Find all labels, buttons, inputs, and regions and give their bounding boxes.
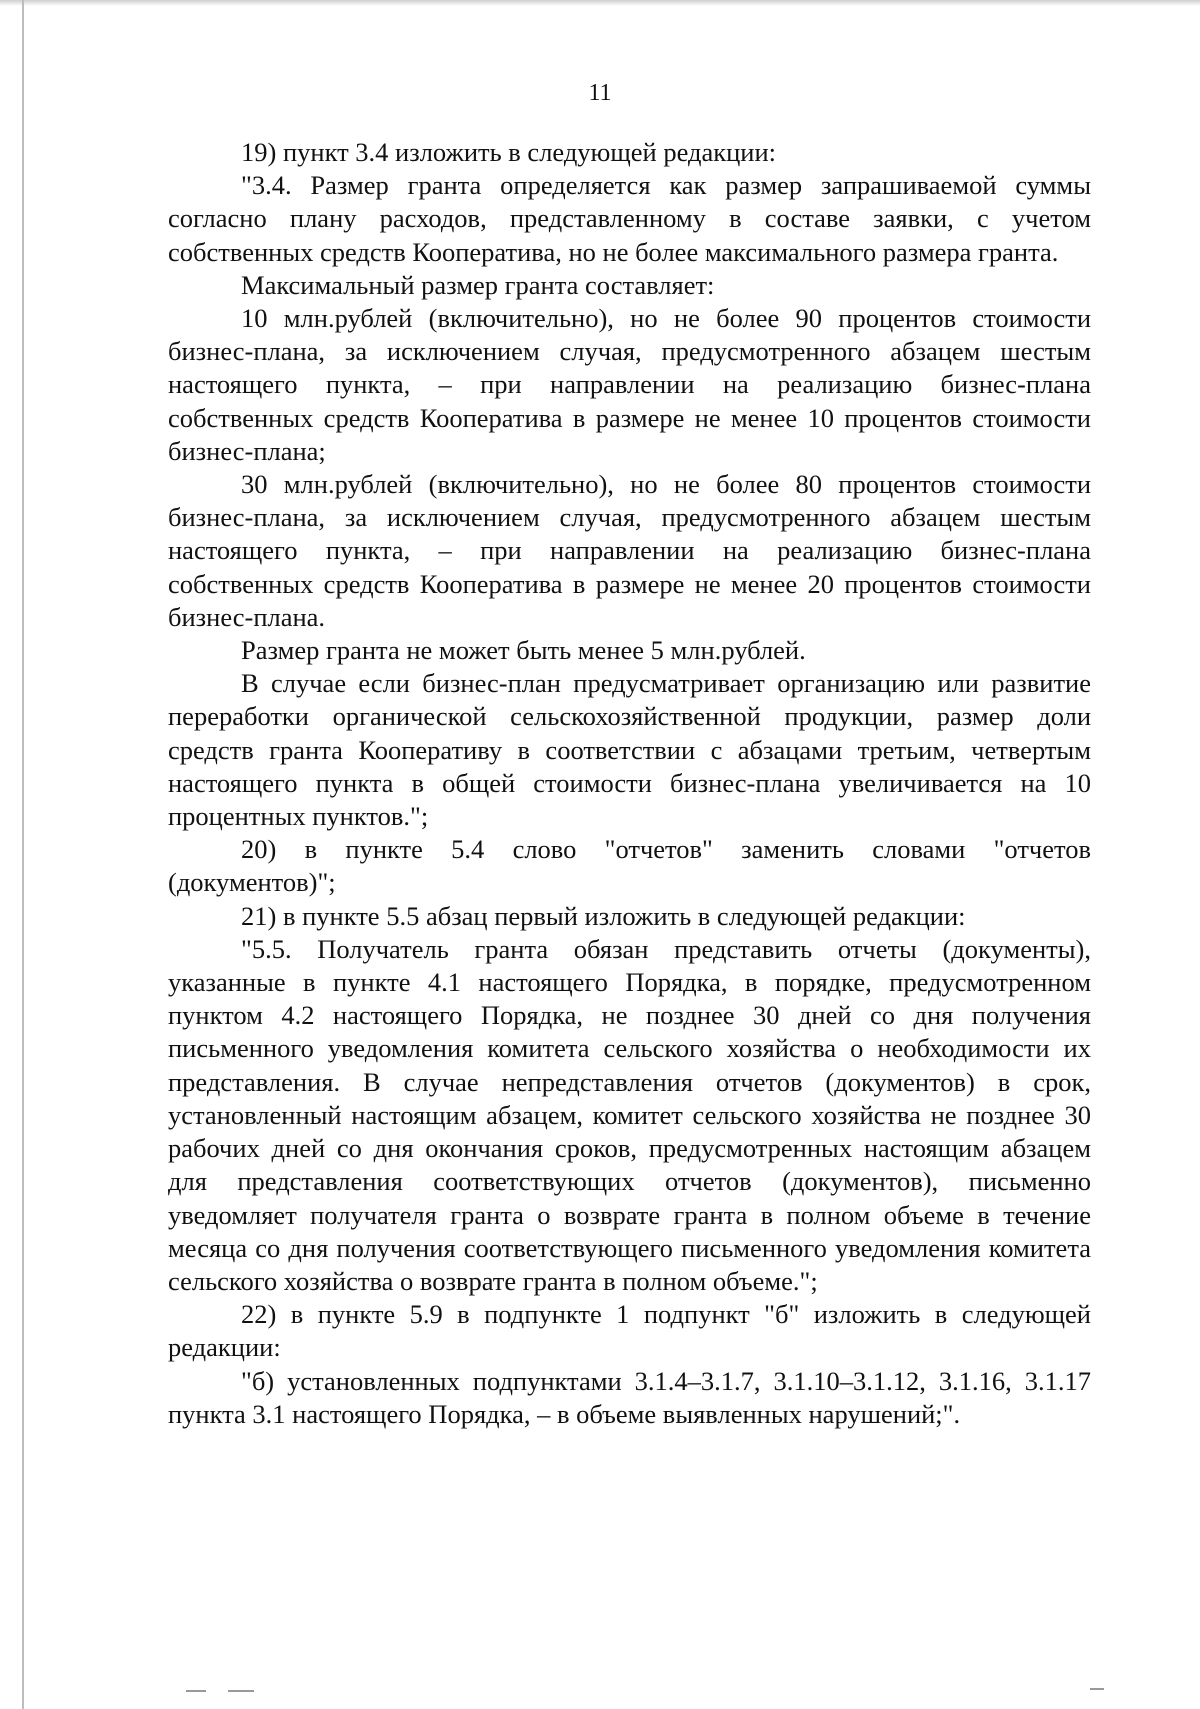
paragraph-10-million: 10 млн.рублей (включительно), но не более 90 процентов стоимости бизнес-плана, за исключением случая, предусмотренного абзацем шестым настоящего пункта, – при направлении на реализацию бизнес-плана собственных средств Кооператива в размере не менее 10 процентов стоимости бизнес-плана; xyxy=(168,303,1091,466)
paragraph-item-20: 20) в пункте 5.4 слово "отчетов" заменить словами "отчетов (документов)"; xyxy=(168,834,1091,898)
page-number: 11 xyxy=(588,80,612,106)
paragraph-organic-processing: В случае если бизнес-план предусматривает организацию или развитие переработки органической сельскохозяйственной продукции, размер доли средств гранта Кооперативу в соответствии с абзацами третьим, четвертым настоящего пункта в общей стоимости бизнес-плана увеличивается на 10 процентных пунктов."; xyxy=(168,668,1091,832)
scan-noise-mark xyxy=(186,1690,206,1692)
paragraph-max-grant: Максимальный размер гранта составляет: xyxy=(241,269,715,300)
scan-noise-mark xyxy=(228,1690,254,1692)
scan-noise-mark xyxy=(1090,1688,1104,1690)
scan-top-edge xyxy=(0,0,1200,6)
paragraph-reports-5-5: "5.5. Получатель гранта обязан представить отчеты (документы), указанные в пункте 4.1 настоящего Порядка, в порядке, предусмотренном пунктом 4.2 настоящего Порядка, не позднее 30 дней со дня получения письменного уведомления комитета сельского хозяйства о необходимости их представления. В случае непредставления отчетов (документов) в срок, установленный настоящим абзацем, комитет сельского хозяйства не позднее 30 рабочих дней со дня окончания сроков, предусмотренных настоящим абзацем для представления соответствующих отчетов (документов), письменно уведомляет получателя гранта о возврате гранта в полном объеме в течение месяца со дня получения соответствующего письменного уведомления комитета сельского хозяйства о возврате гранта в полном объеме."; xyxy=(168,933,1091,1296)
paragraph-item-22: 22) в пункте 5.9 в подпункте 1 подпункт "б" изложить в следующей редакции: xyxy=(168,1299,1091,1363)
paragraph-min-grant: Размер гранта не может быть менее 5 млн.рублей. xyxy=(241,635,806,666)
paragraph-item-21: 21) в пункте 5.5 абзац первый изложить в следующей редакции: xyxy=(241,900,966,931)
paragraph-grant-size: "3.4. Размер гранта определяется как размер запрашиваемой суммы согласно плану расходов, представленному в составе заявки, с учетом собственных средств Кооператива, но не более максимального размера гранта. xyxy=(168,170,1091,267)
paragraph-30-million: 30 млн.рублей (включительно), но не более 80 процентов стоимости бизнес-плана, за исключением случая, предусмотренного абзацем шестым настоящего пункта, – при направлении на реализацию бизнес-плана собственных средств Кооператива в размере не менее 20 процентов стоимости бизнес-плана. xyxy=(168,469,1091,632)
scan-left-edge xyxy=(22,0,24,1709)
paragraph-subitem-b: "б) установленных подпунктами 3.1.4–3.1.7, 3.1.10–3.1.12, 3.1.16, 3.1.17 пункта 3.1 настоящего Порядка, – в объеме выявленных нарушений;". xyxy=(168,1365,1091,1429)
paragraph-item-19: 19) пункт 3.4 изложить в следующей редакции: xyxy=(241,137,777,167)
document-body xyxy=(168,136,1091,1431)
